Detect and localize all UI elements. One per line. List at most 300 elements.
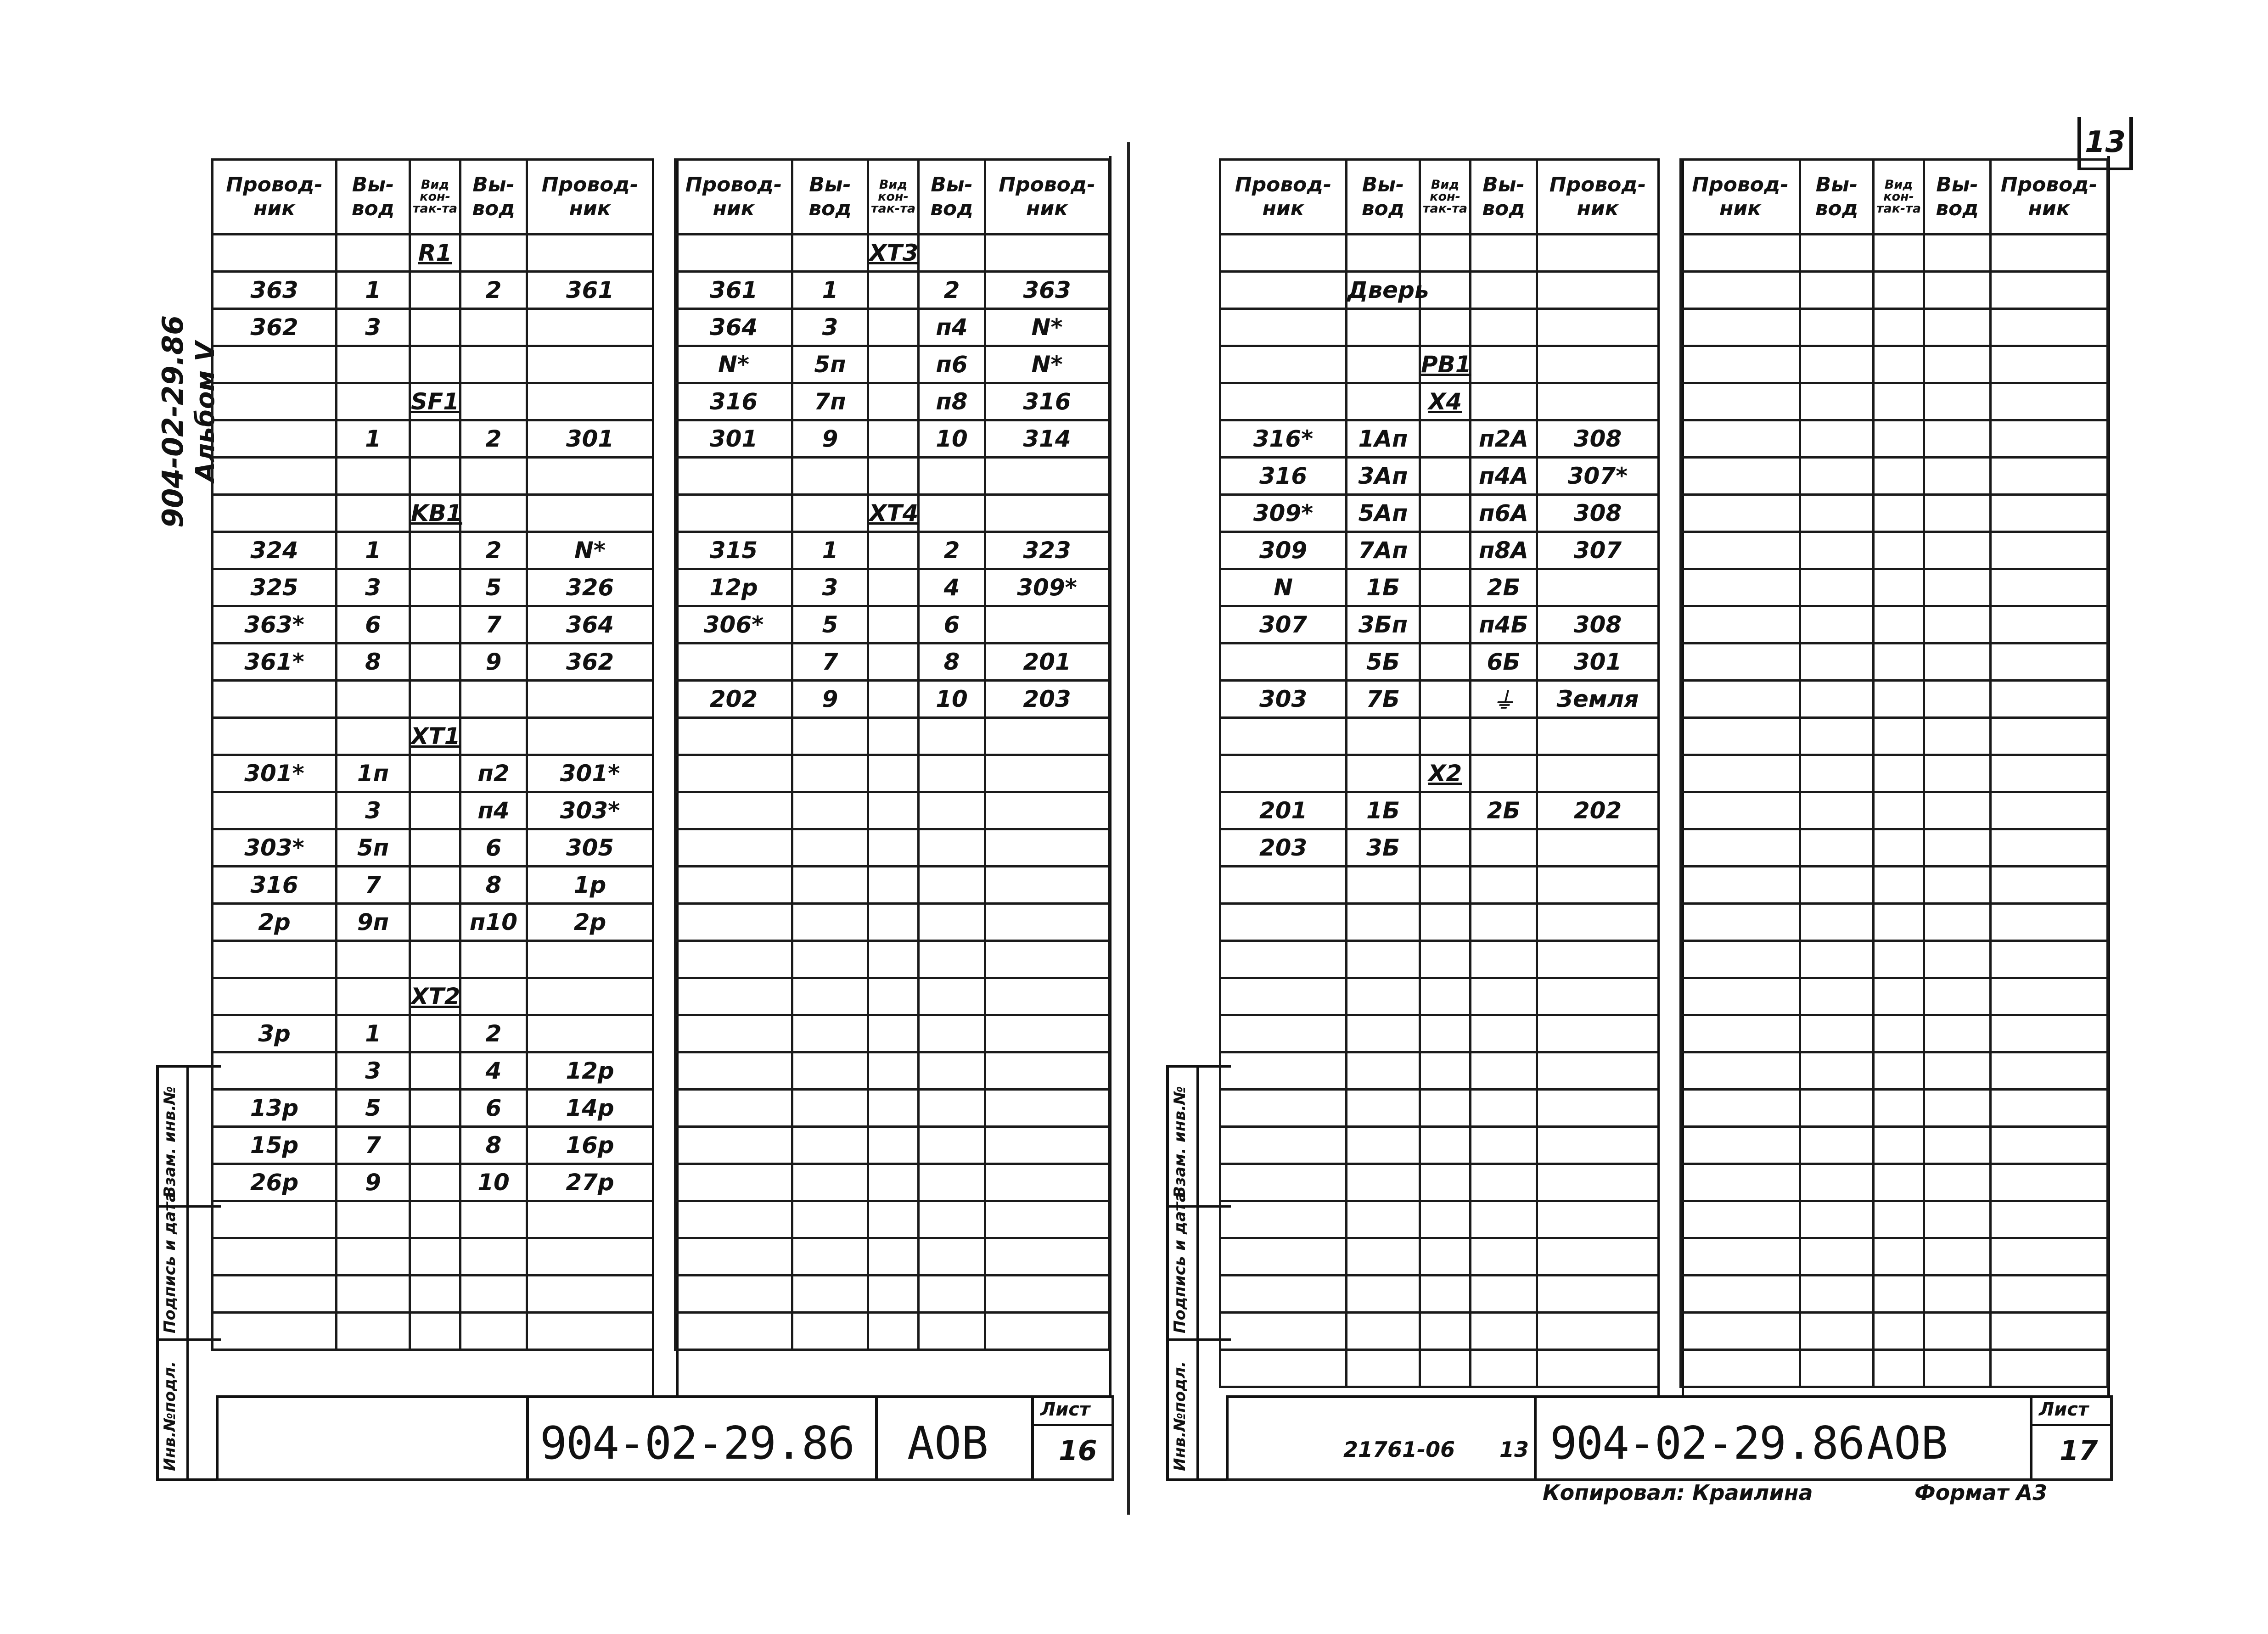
left-table-a-header [213, 160, 653, 235]
table-cell [337, 346, 410, 383]
table-cell: 8 [460, 867, 527, 904]
table-cell [1537, 1238, 1659, 1276]
table-cell [1537, 718, 1659, 755]
table-cell [868, 904, 919, 941]
table-cell [1681, 904, 1800, 941]
table-cell [1537, 941, 1659, 978]
table-row [213, 346, 653, 383]
table-cell [1471, 1127, 1537, 1164]
table-cell [1800, 458, 1874, 495]
table-cell [985, 606, 1109, 644]
table-cell [1420, 420, 1471, 458]
table-cell: п8 [919, 383, 985, 420]
table-cell [213, 235, 337, 272]
table-row [213, 495, 653, 532]
table-cell [410, 1090, 460, 1127]
table-row [1681, 904, 2108, 941]
header-contact-type: Вид кон-так-та [1420, 160, 1471, 235]
table-row [1220, 272, 1659, 309]
table-cell: 9п [337, 904, 410, 941]
table-cell [1874, 1015, 1924, 1052]
table-cell: п10 [460, 904, 527, 941]
table-cell [1924, 829, 1991, 867]
table-cell [1924, 941, 1991, 978]
table-cell [1991, 458, 2108, 495]
table-cell [1874, 532, 1924, 569]
table-cell [1537, 1201, 1659, 1238]
table-cell [410, 755, 460, 792]
table-cell: 27р [527, 1164, 653, 1201]
table-cell: 1 [337, 420, 410, 458]
table-cell [1874, 495, 1924, 532]
table-cell [1800, 1276, 1874, 1313]
table-cell [1347, 1090, 1420, 1127]
table-row [675, 420, 1109, 458]
table-cell [1800, 346, 1874, 383]
table-cell [1420, 1313, 1471, 1350]
table-row [1681, 383, 2108, 420]
table-row [675, 941, 1109, 978]
table-row [1681, 532, 2108, 569]
table-cell [1537, 1015, 1659, 1052]
table-cell [1800, 383, 1874, 420]
table-cell: 1р [527, 867, 653, 904]
table-cell [1924, 1127, 1991, 1164]
table-cell: 7п [792, 383, 868, 420]
table-cell [1347, 1238, 1420, 1276]
table-cell [1537, 1350, 1659, 1387]
format-label: Формат А3 [1914, 1480, 2048, 1505]
table-row [213, 644, 653, 681]
table-cell [1537, 272, 1659, 309]
table-cell [1991, 718, 2108, 755]
table-row [213, 904, 653, 941]
table-cell [1874, 1350, 1924, 1387]
table-cell [1537, 1164, 1659, 1201]
table-cell [1800, 495, 1874, 532]
table-cell [1924, 458, 1991, 495]
table-cell: 6 [337, 606, 410, 644]
table-cell [1471, 867, 1537, 904]
table-cell: 1п [337, 755, 410, 792]
table-row [1681, 792, 2108, 829]
table-cell: KB1 [410, 495, 460, 532]
table-row [213, 1090, 653, 1127]
table-row [213, 1238, 653, 1276]
table-cell [985, 1164, 1109, 1201]
table-cell [1681, 941, 1800, 978]
table-cell [868, 272, 919, 309]
table-cell [919, 1090, 985, 1127]
table-cell: 362 [527, 644, 653, 681]
table-cell [1800, 606, 1874, 644]
table-cell: 315 [675, 532, 792, 569]
table-cell [1471, 272, 1537, 309]
table-cell: 7 [337, 867, 410, 904]
table-cell [1420, 1052, 1471, 1090]
table-cell [1924, 1015, 1991, 1052]
table-cell [1874, 1164, 1924, 1201]
table-cell [1537, 1313, 1659, 1350]
table-cell: п2А [1471, 420, 1537, 458]
table-cell: 5Б [1347, 644, 1420, 681]
table-cell: 12р [675, 569, 792, 606]
table-cell [792, 829, 868, 867]
table-cell [1800, 1238, 1874, 1276]
table-row [1681, 569, 2108, 606]
table-cell: 7 [792, 644, 868, 681]
table-cell: N* [985, 346, 1109, 383]
table-row [213, 1201, 653, 1238]
table-cell: N* [527, 532, 653, 569]
header-conductor: Провод-ник [1220, 160, 1347, 235]
table-cell: 10 [919, 681, 985, 718]
table-cell [792, 1052, 868, 1090]
table-cell [1800, 1052, 1874, 1090]
table-cell [1874, 272, 1924, 309]
table-cell [1800, 755, 1874, 792]
table-cell [1347, 309, 1420, 346]
table-cell: 7Ап [1347, 532, 1420, 569]
table-cell [1220, 346, 1347, 383]
table-cell: 5 [337, 1090, 410, 1127]
table-cell [1220, 978, 1347, 1015]
table-row [213, 681, 653, 718]
table-cell: п6А [1471, 495, 1537, 532]
table-cell [919, 458, 985, 495]
header-contact-type: Вид кон-так-та [1874, 160, 1924, 235]
table-cell [213, 1238, 337, 1276]
table-cell [1924, 1276, 1991, 1313]
table-cell [675, 495, 792, 532]
table-cell [1681, 272, 1800, 309]
table-cell [1874, 755, 1924, 792]
table-cell [337, 458, 410, 495]
table-cell: 7 [337, 1127, 410, 1164]
table-row [675, 1015, 1109, 1052]
side-doc-code: 904-02-29.86 [156, 315, 190, 528]
table-cell [1924, 978, 1991, 1015]
table-cell [1347, 941, 1420, 978]
table-cell [868, 383, 919, 420]
table-row [675, 1052, 1109, 1090]
table-cell [213, 1276, 337, 1313]
table-row [213, 1127, 653, 1164]
table-cell: 3 [337, 792, 410, 829]
table-cell: 309 [1220, 532, 1347, 569]
table-cell [213, 383, 337, 420]
table-cell [1874, 420, 1924, 458]
table-cell [868, 867, 919, 904]
table-cell [868, 681, 919, 718]
table-cell [1924, 1313, 1991, 1350]
table-cell [410, 644, 460, 681]
table-row [1220, 1015, 1659, 1052]
table-cell: п2 [460, 755, 527, 792]
table-cell [1874, 309, 1924, 346]
table-cell [527, 1015, 653, 1052]
table-cell [410, 1238, 460, 1276]
table-cell [213, 1052, 337, 1090]
table-cell [1420, 718, 1471, 755]
table-cell [1420, 569, 1471, 606]
table-cell [985, 867, 1109, 904]
table-cell [675, 1238, 792, 1276]
table-row [1681, 681, 2108, 718]
table-cell [675, 1201, 792, 1238]
left-margin-label-1: Инв.№подл. [161, 1361, 179, 1471]
table-row [213, 606, 653, 644]
table-cell [1537, 755, 1659, 792]
table-row [1220, 1201, 1659, 1238]
table-cell [919, 1164, 985, 1201]
table-cell [792, 1015, 868, 1052]
table-cell [985, 904, 1109, 941]
table-cell [1874, 1090, 1924, 1127]
table-row [1220, 1090, 1659, 1127]
table-cell [460, 495, 527, 532]
table-row [675, 1201, 1109, 1238]
table-row [213, 532, 653, 569]
table-cell [1924, 606, 1991, 644]
table-cell [1924, 1350, 1991, 1387]
table-cell [410, 792, 460, 829]
table-cell [1800, 1015, 1874, 1052]
table-cell [985, 792, 1109, 829]
right-table-b-header [1681, 160, 2108, 235]
table-cell [1874, 941, 1924, 978]
table-cell [868, 829, 919, 867]
table-cell [1420, 792, 1471, 829]
header-terminal: Вы-вод [1800, 160, 1874, 235]
table-cell [1800, 1164, 1874, 1201]
table-cell [792, 904, 868, 941]
table-row [1220, 495, 1659, 532]
table-cell [1347, 904, 1420, 941]
table-row [1220, 1127, 1659, 1164]
table-cell [337, 235, 410, 272]
table-cell: 309* [1220, 495, 1347, 532]
table-cell [1874, 1238, 1924, 1276]
left-wiring-table-b [674, 158, 1110, 1351]
table-row [675, 681, 1109, 718]
table-cell: 3 [792, 309, 868, 346]
table-cell [985, 718, 1109, 755]
table-cell [792, 495, 868, 532]
table-cell [1471, 1201, 1537, 1238]
table-cell [1874, 235, 1924, 272]
table-cell [1471, 1052, 1537, 1090]
table-cell: 6 [460, 1090, 527, 1127]
table-row [1220, 1350, 1659, 1387]
table-cell: 1 [792, 532, 868, 569]
table-cell [410, 420, 460, 458]
table-cell [1220, 718, 1347, 755]
table-cell [527, 458, 653, 495]
table-cell: N* [675, 346, 792, 383]
table-cell [675, 1015, 792, 1052]
table-cell [527, 1276, 653, 1313]
table-cell [527, 681, 653, 718]
table-cell [1681, 1201, 1800, 1238]
table-cell: 301 [1537, 644, 1659, 681]
table-cell: N [1220, 569, 1347, 606]
table-cell [1874, 458, 1924, 495]
table-cell [1471, 1238, 1537, 1276]
table-cell [919, 829, 985, 867]
table-cell [1991, 532, 2108, 569]
table-cell: 324 [213, 532, 337, 569]
table-cell: 202 [675, 681, 792, 718]
table-cell [675, 867, 792, 904]
table-row [1220, 235, 1659, 272]
table-cell [1471, 309, 1537, 346]
table-cell [675, 941, 792, 978]
table-cell [1537, 309, 1659, 346]
table-row [675, 495, 1109, 532]
table-cell [1924, 532, 1991, 569]
table-row [1681, 420, 2108, 458]
table-cell [1800, 532, 1874, 569]
table-cell [1681, 458, 1800, 495]
table-cell [1471, 1015, 1537, 1052]
table-row [1220, 941, 1659, 978]
table-cell: 16р [527, 1127, 653, 1164]
table-cell [985, 1052, 1109, 1090]
table-cell: 3 [337, 569, 410, 606]
table-cell [1537, 1127, 1659, 1164]
table-row [1681, 829, 2108, 867]
table-cell [1800, 941, 1874, 978]
table-cell [1874, 829, 1924, 867]
table-cell [919, 1238, 985, 1276]
table-cell: 1Б [1347, 792, 1420, 829]
table-cell [1347, 383, 1420, 420]
table-cell [1924, 1201, 1991, 1238]
table-cell [337, 941, 410, 978]
header-terminal: Вы-вод [1924, 160, 1991, 235]
table-cell: п4 [460, 792, 527, 829]
table-cell [1924, 420, 1991, 458]
table-cell [792, 941, 868, 978]
table-cell: 9 [792, 681, 868, 718]
table-row [1681, 1350, 2108, 1387]
table-cell [1800, 644, 1874, 681]
table-row [1681, 309, 2108, 346]
table-cell [410, 458, 460, 495]
table-cell: 1 [792, 272, 868, 309]
table-cell [1991, 755, 2108, 792]
table-cell: 2р [527, 904, 653, 941]
table-cell [1471, 235, 1537, 272]
table-cell [792, 867, 868, 904]
header-conductor: Провод-ник [527, 160, 653, 235]
table-cell [1681, 829, 1800, 867]
table-cell [919, 978, 985, 1015]
table-cell [527, 346, 653, 383]
table-cell [1800, 569, 1874, 606]
right-doc-suffix: АОВ [1867, 1417, 1948, 1470]
header-terminal: Вы-вод [460, 160, 527, 235]
table-row [213, 792, 653, 829]
table-cell [868, 1015, 919, 1052]
table-cell [868, 1164, 919, 1201]
copied-by: Копировал: Краилина [1543, 1480, 1813, 1505]
table-cell [792, 1313, 868, 1350]
table-cell [1681, 681, 1800, 718]
table-cell [1420, 681, 1471, 718]
table-row [213, 1276, 653, 1313]
right-sheet-number: 17 [2060, 1435, 2098, 1467]
table-cell [1681, 644, 1800, 681]
table-cell [527, 235, 653, 272]
table-cell [460, 681, 527, 718]
table-row [675, 755, 1109, 792]
table-cell [868, 978, 919, 1015]
table-cell: 364 [675, 309, 792, 346]
table-cell: 6 [919, 606, 985, 644]
table-row [675, 1313, 1109, 1350]
table-cell [1220, 755, 1347, 792]
left-margin-label-3: Взам. инв.№ [161, 1086, 179, 1198]
table-row [1681, 235, 2108, 272]
table-cell [919, 755, 985, 792]
table-cell [1991, 235, 2108, 272]
right-table-a-header [1220, 160, 1659, 235]
table-cell [410, 1201, 460, 1238]
table-cell [1924, 1090, 1991, 1127]
table-cell [1681, 755, 1800, 792]
header-terminal: Вы-вод [337, 160, 410, 235]
table-cell: 326 [527, 569, 653, 606]
table-row [675, 532, 1109, 569]
table-cell: 308 [1537, 606, 1659, 644]
table-cell [1347, 1052, 1420, 1090]
table-cell [919, 1313, 985, 1350]
table-cell [1681, 1127, 1800, 1164]
table-cell [1991, 1201, 2108, 1238]
table-cell [675, 829, 792, 867]
table-row [1681, 1127, 2108, 1164]
table-cell [985, 829, 1109, 867]
table-cell: 2р [213, 904, 337, 941]
table-cell [1537, 1276, 1659, 1313]
table-cell [1220, 867, 1347, 904]
table-cell [1991, 867, 2108, 904]
table-row [213, 829, 653, 867]
table-cell [985, 458, 1109, 495]
table-cell [868, 755, 919, 792]
table-cell: SF1 [410, 383, 460, 420]
table-cell [1420, 644, 1471, 681]
table-cell [213, 718, 337, 755]
table-cell [1991, 1350, 2108, 1387]
table-cell [527, 978, 653, 1015]
table-cell [1924, 755, 1991, 792]
table-cell [527, 1238, 653, 1276]
table-cell [1874, 1127, 1924, 1164]
table-cell: 7Б [1347, 681, 1420, 718]
table-cell [1924, 792, 1991, 829]
table-cell [985, 495, 1109, 532]
table-cell [868, 792, 919, 829]
table-cell: 364 [527, 606, 653, 644]
table-cell [460, 309, 527, 346]
table-cell: Дверь [1347, 272, 1420, 309]
table-cell [1537, 978, 1659, 1015]
table-cell: 1 [337, 272, 410, 309]
right-doc-code: 904-02-29.86 [1550, 1417, 1864, 1470]
